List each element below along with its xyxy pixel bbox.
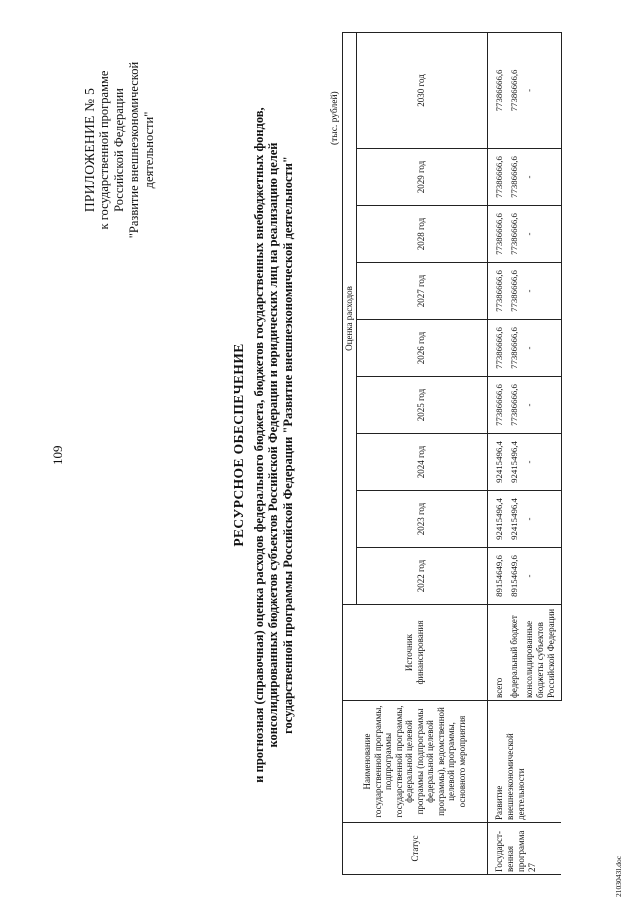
- annex-line-1: к государственной программе: [97, 70, 111, 230]
- value-cell: 77386666,6: [507, 320, 522, 377]
- header-year: 2028 год: [356, 206, 487, 263]
- document-title: [232, 45, 295, 845]
- annex-line-4: деятельности": [142, 111, 156, 189]
- resource-table: [342, 32, 562, 875]
- header-name: Наименование государственной программы, подпрограммы государственной программы, федеральной целевой программы (подпрограммы федеральной целевой программы), ведомственной целевой программы, основного мероприятия: [343, 701, 488, 823]
- header-year: 2025 год: [356, 377, 487, 434]
- source-cell: консолидированные бюджеты субъектов Российской Федерации: [522, 605, 562, 701]
- value-cell: 77386666,6: [507, 206, 522, 263]
- value-cell: -: [522, 377, 562, 434]
- status-cell: Государст-венная программа 27: [487, 823, 561, 875]
- unit-label: (тыс. рублей): [330, 91, 340, 145]
- header-year: 2030 год: [356, 32, 487, 148]
- header-year: 2027 год: [356, 263, 487, 320]
- value-cell: -: [522, 548, 562, 605]
- value-cell: 77386666,6: [487, 263, 507, 320]
- header-year: 2023 год: [356, 491, 487, 548]
- header-year: 2029 год: [356, 149, 487, 206]
- title-line-1: и прогнозная (справочная) оценка расходов федерального бюджета, бюджетов государственных внебюджетных фондов,: [251, 107, 266, 783]
- value-cell: 77386666,6: [507, 377, 522, 434]
- value-cell: 89154649,6: [487, 548, 507, 605]
- page-number: 109: [50, 445, 65, 465]
- document-id: 2103043l.doc: [614, 855, 623, 897]
- value-cell: 77386666,6: [487, 206, 507, 263]
- header-status: Статус: [343, 823, 488, 875]
- value-cell: 77386666,6: [507, 263, 522, 320]
- value-cell: 92415496,4: [507, 491, 522, 548]
- source-cell: всего: [487, 605, 507, 701]
- value-cell: 92415496,4: [487, 434, 507, 491]
- value-cell: -: [522, 434, 562, 491]
- value-cell: 77386666,6: [487, 32, 507, 148]
- title-main: РЕСУРСНОЕ ОБЕСПЕЧЕНИЕ: [231, 343, 246, 547]
- value-cell: 77386666,6: [487, 320, 507, 377]
- value-cell: 77386666,6: [487, 149, 507, 206]
- value-cell: 77386666,6: [507, 149, 522, 206]
- title-line-2: консолидированных бюджетов субъектов Российской Федерации и юридических лиц на реализацию целей: [266, 142, 280, 748]
- value-cell: 92415496,4: [507, 434, 522, 491]
- value-cell: -: [522, 491, 562, 548]
- source-cell: федеральный бюджет: [507, 605, 522, 701]
- table-row: [487, 32, 507, 874]
- value-cell: -: [522, 263, 562, 320]
- annex-heading: ПРИЛОЖЕНИЕ № 5: [82, 87, 97, 213]
- annex-line-2: Российской Федерации: [112, 88, 126, 212]
- value-cell: 92415496,4: [487, 491, 507, 548]
- header-year: 2026 год: [356, 320, 487, 377]
- header-source: Источник финансирования: [343, 605, 488, 701]
- header-year: 2024 год: [356, 434, 487, 491]
- header-year: 2022 год: [356, 548, 487, 605]
- header-expense-estimate: Оценка расходов: [343, 32, 357, 604]
- annex-line-3: "Развитие внешнеэкономической: [127, 61, 141, 239]
- program-name-cell: Развитие внешнеэкономической деятельности: [487, 701, 561, 823]
- value-cell: 89154649,6: [507, 548, 522, 605]
- value-cell: -: [522, 149, 562, 206]
- title-line-3: государственной программы Российской Федерации "Развитие внешнеэкономической деятельности": [280, 156, 295, 734]
- value-cell: -: [522, 206, 562, 263]
- value-cell: -: [522, 32, 562, 148]
- value-cell: 77386666,6: [487, 377, 507, 434]
- value-cell: 77386666,6: [507, 32, 522, 148]
- value-cell: -: [522, 320, 562, 377]
- annex-block: [82, 35, 157, 265]
